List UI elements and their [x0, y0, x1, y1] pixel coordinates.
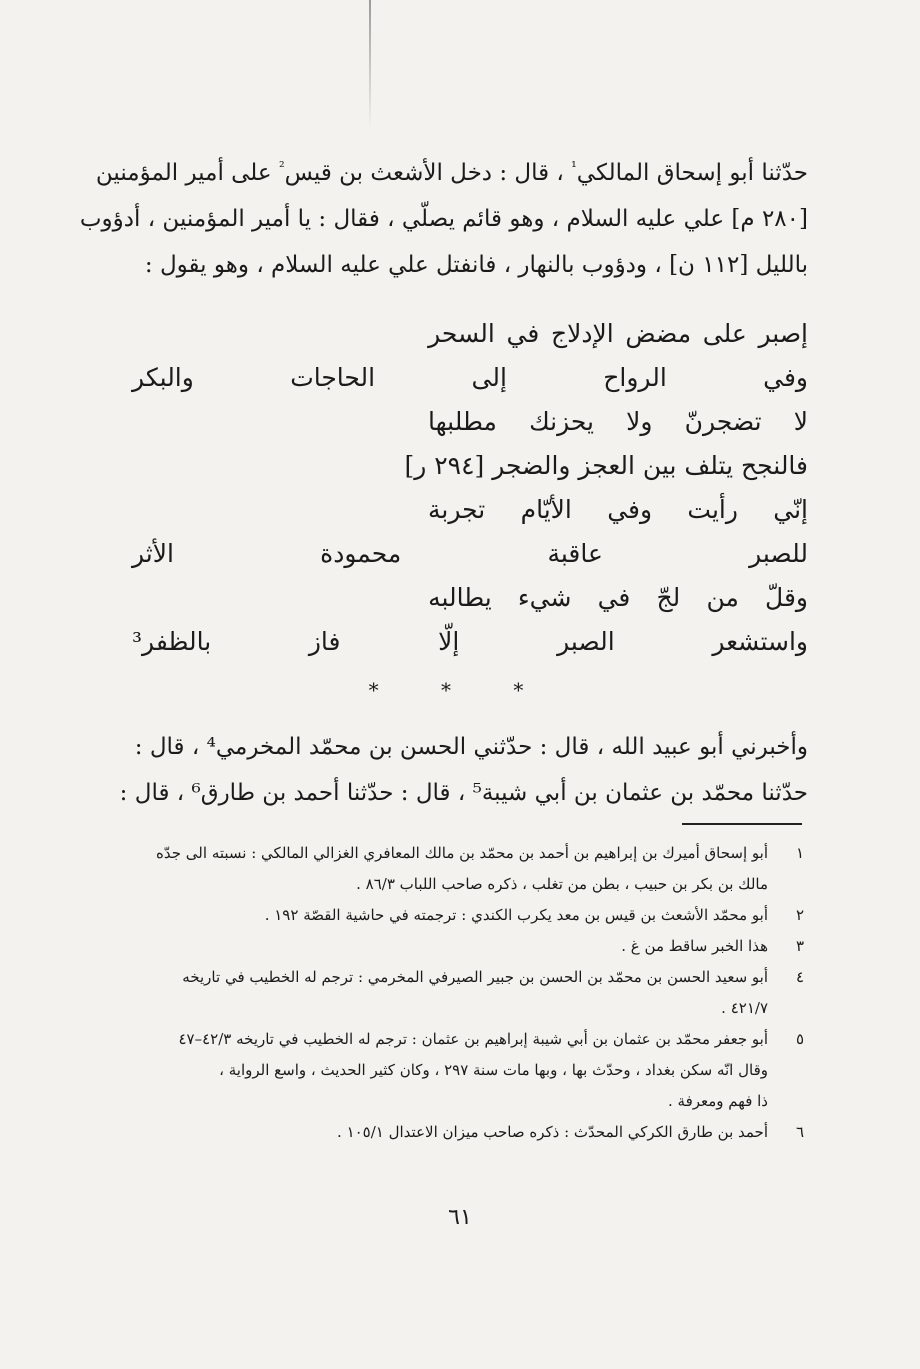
prose-line: حدّثنا أبو إسحاق المالكي$^{^1}$ ، قال : دخل الأشعث بن قيس$^{^2}$ على أمير المؤمنين [95, 159, 808, 186]
footnote-number: ٣ [795, 937, 804, 955]
prose-line: بالليل [١١٢ ن] ، ودؤوب بالنهار ، فانفتل علي عليه السلام ، وهو يقول : [144, 252, 808, 278]
footnote: ٢ أبو محمّد الأشعث بن قيس بن معد يكرب الكندي : ترجمته في حاشية القصّة ١٩٢ . [132, 900, 808, 931]
verse-first-hemistich: إنّي رأيت وفي الأيّام تجربة [428, 495, 808, 524]
poem [132, 312, 808, 664]
footnote-number: ٥ [795, 1030, 804, 1048]
verse-first-hemistich: وقلّ من لجّ في شيء يطالبه [428, 583, 808, 612]
footnote: ٦ أحمد بن طارق الكركي المحدّث : ذكره صاحب ميزان الاعتدال ١٠٥/١ . [132, 1117, 808, 1148]
opening-paragraph [79, 150, 808, 288]
verse-second-hemistich: وفي الرواح إلى الحاجات والبكر [132, 363, 808, 392]
footnote-number: ١ [795, 844, 804, 862]
footnote: ٤ أبو سعيد الحسن بن محمّد بن الحسن بن جبير الصيرفي المخرمي : ترجم له الخطيب في تاريخه ٤٢١/٧ . [132, 962, 808, 1024]
page-number: ٦١ [448, 1205, 472, 1230]
footnote-ref: ¹ [571, 159, 577, 176]
prose-line: حدّثنا محمّد بن عثمان بن أبي شيبة⁵ ، قال : حدّثنا أحمد بن طارق⁶ ، قال : [119, 780, 808, 806]
footnote: ٥ أبو جعفر محمّد بن عثمان بن أبي شيبة إبراهيم بن عثمان : ترجم له الخطيب في تاريخه ٤٢/٣–٤٧ وقال انّه سكن بغداد ، وحدّث بها ، وبها مات سنة ٢٩٧ ، وكان كثير الحديث ، واسع الرواية ، ذا فهم ومعرفة . [132, 1024, 808, 1117]
second-paragraph [119, 724, 808, 816]
prose-line: وأخبرني أبو عبيد الله ، قال : حدّثني الحسن بن محمّد المخرمي⁴ ، قال : [134, 734, 808, 760]
verse-first-hemistich: لا تضجرنّ ولا يحزنك مطلبها [428, 407, 808, 436]
gutter-shadow [369, 0, 371, 130]
verse-second-hemistich: للصبر عاقبة محمودة الأثر [132, 539, 808, 568]
verse-first-hemistich: إصبر على مضض الإدلاج في السحر [428, 319, 808, 348]
verse-second-hemistich: فالنجح يتلف بين العجز والضجر [٢٩٤ ر] [404, 451, 808, 480]
footnote: ١ أبو إسحاق أميرك بن إبراهيم بن أحمد بن محمّد بن مالك المعافري الغزالي المالكي : نسبته الى جدّه مالك بن بكر بن حبيب ، بطن من تغلب ، ذكره صاحب اللباب ٨٦/٣ . [132, 838, 808, 900]
footnote-number: ٢ [795, 906, 804, 924]
prose-line: [٢٨٠ م] علي عليه السلام ، وهو قائم يصلّي ، فقال : يا أمير المؤمنين ، أدؤوب [79, 206, 808, 232]
footnote-rule [682, 823, 802, 825]
footnotes [132, 838, 808, 1148]
footnote-ref: ² [278, 159, 285, 176]
verse-second-hemistich: واستشعر الصبر إلّا فاز بالظفر³ [132, 627, 808, 656]
footnote-number: ٤ [795, 968, 804, 986]
footnote: ٣ هذا الخبر ساقط من غ . [132, 931, 808, 962]
section-separator: * * * [368, 678, 552, 702]
footnote-number: ٦ [795, 1123, 804, 1141]
